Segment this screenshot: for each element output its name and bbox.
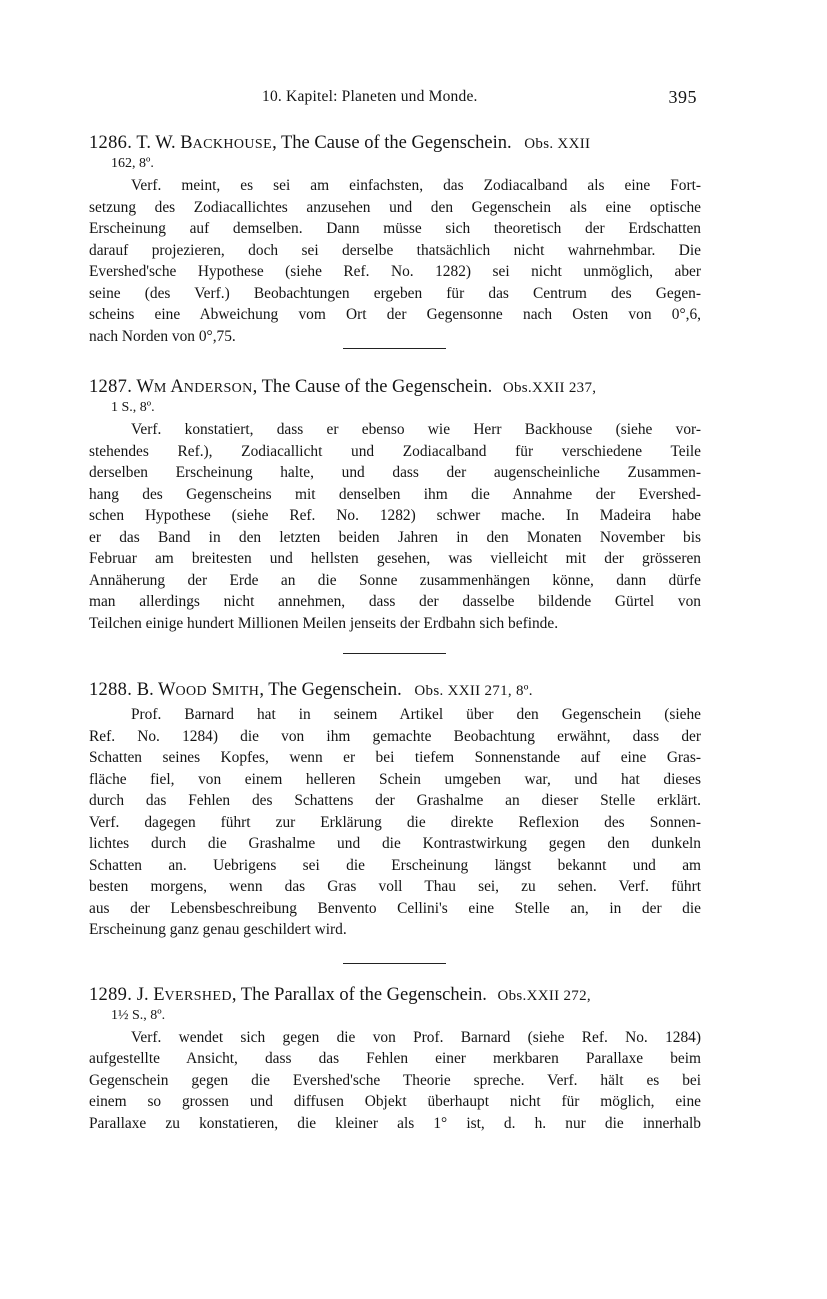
author-initials: T. W. — [136, 133, 176, 153]
author-name: WOOD SMITH — [158, 680, 260, 700]
entry-heading — [89, 132, 701, 156]
section-divider — [343, 653, 446, 654]
running-title: 10. Kapitel: Planeten und Monde. — [262, 88, 478, 105]
entry-abstract — [89, 419, 701, 634]
text-line: stehendes Ref.), Zodiacallicht und Zodiacalband für verschiedene Teile — [89, 442, 701, 460]
entry-heading — [89, 376, 701, 400]
text-line: Parallaxe zu konstatieren, die kleiner als 1° ist, d. h. nur die innerhalb — [89, 1114, 701, 1132]
text-line: Ref. No. 1284) die von ihm gemachte Beobachtung erwähnt, dass der — [89, 727, 701, 745]
text-line: scheins eine Abweichung vom Ort der Gegensonne nach Osten von 0°,6, — [89, 306, 701, 323]
text-line: einem so grossen und diffusen Objekt überhaupt nicht für möglich, eine — [89, 1093, 701, 1110]
entry-heading — [89, 679, 701, 703]
text-line: Verf. konstatiert, dass er ebenso wie Herr Backhouse (siehe vor- — [131, 421, 701, 438]
bibliography-entry — [89, 376, 701, 634]
text-line: hang des Gegenscheins mit denselben ihm die Annahme der Evershed- — [89, 485, 701, 503]
author-initials: J. — [136, 984, 149, 1005]
entry-number: 1288. — [89, 680, 133, 700]
running-header — [89, 88, 701, 114]
entry-title: , The Gegenschein. — [259, 680, 402, 700]
document-page — [89, 88, 701, 1134]
text-line: durch das Fehlen des Schattens der Grashalme an dieser Stelle erklärt. — [89, 792, 701, 809]
text-line: Erscheinung ganz genau geschildert wird. — [89, 921, 347, 938]
text-line: seine (des Verf.) Beobachtungen ergeben für das Centrum des Gegen- — [89, 284, 701, 302]
text-line: Gegenschein gegen die Evershed'sche Theorie spreche. Verf. hält es bei — [89, 1071, 701, 1089]
entry-abstract — [89, 175, 701, 347]
text-line: derselben Erscheinung halte, und dass der augenscheinliche Zusammen- — [89, 464, 701, 481]
entry-number: 1286. — [89, 133, 133, 153]
entry-number: 1287. — [89, 377, 133, 397]
text-line: Verf. meint, es sei am einfachsten, das Zodiacalband als eine Fort- — [131, 177, 701, 194]
source-continuation: 1½ S., 8º. — [111, 1007, 166, 1023]
entry-heading — [89, 984, 701, 1008]
text-line: aufgestellte Ansicht, dass das Fehlen einer merkbaren Parallaxe beim — [89, 1050, 701, 1067]
entry-title: , The Cause of the Gegenschein. — [252, 377, 493, 397]
text-line: Februar am breitesten und hellsten gesehen, was vielleicht mit der grösseren — [89, 550, 701, 567]
source-reference: Obs. XXII — [524, 136, 591, 152]
section-divider — [343, 963, 446, 964]
author-initials: B. — [136, 680, 154, 700]
bibliography-entry — [89, 984, 701, 1135]
bibliography-entry — [89, 132, 701, 347]
text-line: darauf projezieren, doch sei derselbe thatsächlich nicht wahrnehmbar. Die — [89, 241, 701, 259]
text-line: Verf. wendet sich gegen die von Prof. Barnard (siehe Ref. No. 1284) — [131, 1028, 701, 1046]
text-line: Evershed'sche Hypothese (siehe Ref. No. 1282) sei nicht unmöglich, aber — [89, 263, 701, 280]
text-line: Erscheinung auf demselben. Dann müsse sich theoretisch der Erdschatten — [89, 220, 701, 237]
author-name: ANDERSON — [170, 377, 253, 397]
entry-title: , The Parallax of the Gegenschein. — [231, 984, 487, 1005]
source-reference: Obs.XXII 272, — [497, 987, 591, 1004]
text-line: aus der Lebensbeschreibung Benvento Cellini's eine Stelle an, in der die — [89, 899, 701, 917]
source-continuation: 162, 8º. — [111, 156, 154, 171]
source-reference: Obs.XXII 237, — [502, 380, 597, 396]
text-line: schen Hypothese (siehe Ref. No. 1282) schwer mache. In Madeira habe — [89, 507, 701, 524]
entry-abstract — [89, 704, 701, 941]
page-number: 395 — [668, 87, 697, 107]
text-line: Verf. dagegen führt zur Erklärung die direkte Reflexion des Sonnen- — [89, 813, 701, 831]
bibliography-entry — [89, 679, 701, 941]
text-line: Schatten an. Uebrigens sei die Erscheinung längst bekannt und am — [89, 856, 701, 874]
text-line: besten morgens, wenn das Gras voll Thau sei, zu sehen. Verf. führt — [89, 878, 701, 895]
text-line: nach Norden von 0°,75. — [89, 327, 236, 345]
text-line: Annäherung der Erde an die Sonne zusammenhängen könne, dann dürfe — [89, 571, 701, 589]
entry-title: , The Cause of the Gegenschein. — [272, 133, 512, 153]
text-line: Teilchen einige hundert Millionen Meilen jenseits der Erdbahn sich befinde. — [89, 614, 559, 632]
entry-number: 1289. — [89, 984, 133, 1005]
source-continuation: 1 S., 8º. — [111, 400, 155, 415]
source-reference: Obs. XXII 271, 8º. — [414, 683, 533, 699]
text-line: er das Band in den letzten beiden Jahren in den Monaten November bis — [89, 528, 701, 546]
text-line: fläche fiel, von einem helleren Schein umgeben war, und hat dieses — [89, 770, 701, 788]
entry-abstract — [89, 1027, 701, 1135]
text-line: Prof. Barnard hat in seinem Artikel über den Gegenschein (siehe — [131, 706, 701, 723]
text-line: man allerdings nicht annehmen, dass der dasselbe bildende Gürtel von — [89, 593, 701, 610]
text-line: Schatten seines Kopfes, wenn er bei tiefem Sonnenstande auf eine Gras- — [89, 749, 701, 766]
text-line: lichtes durch die Grashalme und die Kontrastwirkung gegen den dunkeln — [89, 835, 701, 852]
section-divider — [343, 348, 446, 349]
author-name: EVERSHED — [153, 984, 232, 1005]
author-name: BACKHOUSE — [180, 133, 273, 153]
author-initials: WM — [136, 377, 167, 397]
text-line: setzung des Zodiacallichtes anzusehen und den Gegenschein als eine optische — [89, 198, 701, 216]
